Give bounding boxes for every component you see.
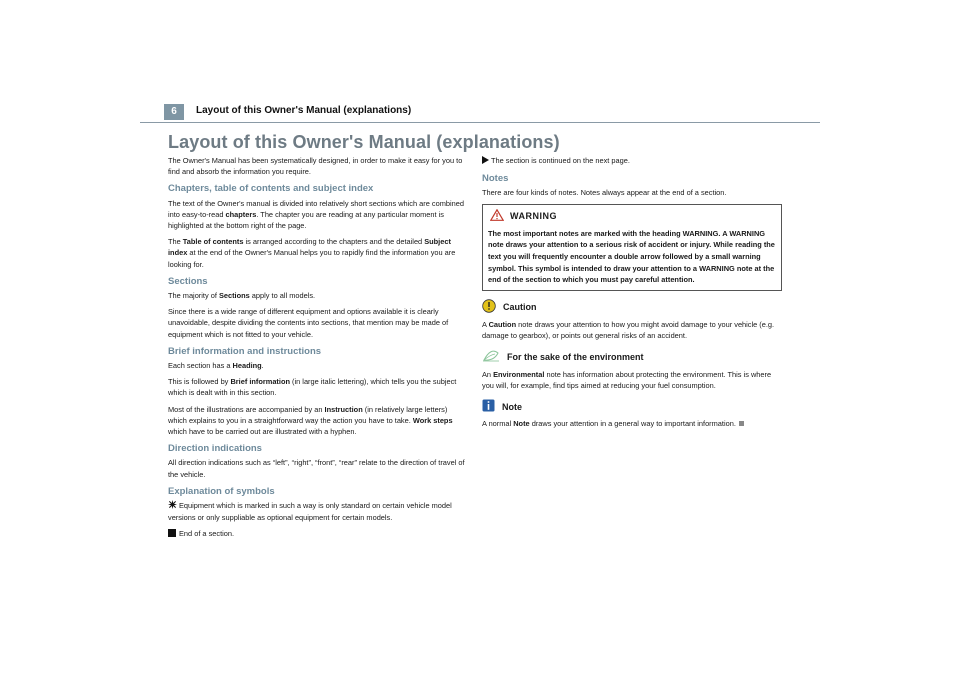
text-run: (in relatively large letters) which explains to you in a straightforward way the action you have to take. xyxy=(168,404,448,425)
text-run: The xyxy=(168,237,183,247)
text-run: The text of the Owner's manual is divided into relatively short sections which are combined into easy-to-read xyxy=(168,198,464,219)
note-paragraph xyxy=(482,418,782,429)
sections-heading: Sections xyxy=(168,275,208,287)
bold-term-heading: Heading xyxy=(232,361,262,371)
caution-title: Caution xyxy=(503,301,537,312)
page-title: Layout of this Owner's Manual (explanations) xyxy=(168,132,560,152)
continued-line xyxy=(482,155,782,167)
bold-term-instruction: Instruction xyxy=(324,404,363,414)
environment-title: For the sake of the environment xyxy=(507,351,644,362)
text-run: The majority of xyxy=(168,291,219,301)
notes-paragraph: There are four kinds of notes. Notes always appear at the end of a section. xyxy=(482,188,727,198)
text-run: at the end of the Owner's Manual helps you to rapidly find the information you are looking for. xyxy=(168,248,456,269)
warning-text: The most important notes are marked with the heading WARNING. A WARNING note draws your attention to a serious risk of accident or injury. While reading the text you will frequently encounter a double arrow followed by a small warning symbol. This symbol is intended to draw your attention to a WARNING note at the end of the section to which you must pay careful attention. xyxy=(488,228,775,285)
symbols-paragraph-1 xyxy=(168,500,465,523)
end-of-section-square-icon xyxy=(168,529,176,537)
equipment-star-icon xyxy=(168,500,177,512)
text-run: Equipment which is marked in such a way is only standard on certain vehicle model versions or only suppliable as optional equipment for certain models. xyxy=(168,501,452,523)
brief-heading: Brief information and instructions xyxy=(168,345,322,357)
bold-term-chapters: chapters xyxy=(225,209,257,219)
text-run: A normal xyxy=(482,419,514,429)
intro-paragraph: The Owner's Manual has been systematically designed, in order to make it easy for you to find and absorb the information you require. xyxy=(168,156,463,177)
warning-title: WARNING xyxy=(510,210,557,221)
text-run: note has information about protecting the environment. This is where you will, for example, find tips aimed at reducing your fuel consumption. xyxy=(482,369,772,390)
environment-header xyxy=(482,349,782,365)
directions-paragraph: All direction indications such as “left”, “right”, “front”, “rear” relate to the direction of travel of the vehicle. xyxy=(168,458,465,479)
warning-box xyxy=(482,204,782,291)
note-title: Note xyxy=(502,401,522,412)
symbols-heading: Explanation of symbols xyxy=(168,485,275,497)
bold-term-sections: Sections xyxy=(218,291,250,301)
bold-term-environmental: Environmental xyxy=(493,369,545,379)
caution-header xyxy=(482,299,782,316)
bold-term-note: Note xyxy=(513,419,530,429)
caution-paragraph xyxy=(482,319,782,341)
chapters-paragraph-2 xyxy=(168,236,465,270)
text-run: The section is continued on the next page. xyxy=(491,156,630,165)
brief-paragraph-1 xyxy=(168,360,465,371)
bold-term-table-of-contents: Table of contents xyxy=(182,237,244,247)
text-run: An xyxy=(482,369,494,379)
bold-term-caution: Caution xyxy=(488,319,517,329)
text-run: which have to be carried out are illustrated with a hyphen. xyxy=(168,427,357,437)
symbols-paragraph-2 xyxy=(168,528,465,539)
text-run: Most of the illustrations are accompanied by an xyxy=(168,404,325,414)
page-number: 6 xyxy=(164,104,184,120)
bold-term-subject-index: Subject index xyxy=(168,237,451,258)
environment-leaf-icon xyxy=(482,349,500,365)
text-run: Each section has a xyxy=(168,361,233,371)
note-header xyxy=(482,399,782,415)
text-run: (in large italic lettering), which tells you the subject which is dealt with in this section. xyxy=(168,377,457,398)
left-column xyxy=(168,155,465,545)
text-run: is arranged according to the chapters and the detailed xyxy=(243,237,425,247)
bold-term-work-steps: Work steps xyxy=(412,415,453,425)
text-run: . xyxy=(261,361,264,371)
brief-paragraph-2 xyxy=(168,376,465,398)
environment-paragraph xyxy=(482,369,782,391)
warning-triangle-icon xyxy=(490,209,504,224)
running-title: Layout of this Owner's Manual (explanations) xyxy=(196,105,412,116)
chapters-paragraph-1 xyxy=(168,198,465,232)
note-info-icon xyxy=(482,399,495,415)
text-run: A xyxy=(482,319,489,329)
chapters-heading: Chapters, table of contents and subject index xyxy=(168,183,374,195)
brief-paragraph-3 xyxy=(168,404,465,438)
text-run: apply to all models. xyxy=(249,291,316,301)
caution-circle-icon xyxy=(482,299,496,316)
notes-heading: Notes xyxy=(482,173,509,185)
text-run: draws your attention in a general way to important information. xyxy=(529,419,736,429)
text-run: note draws your attention to how you might avoid damage to your vehicle (e.g. damage to gearbox), or points out general risks of an accident. xyxy=(482,319,775,341)
bold-term-brief-information: Brief information xyxy=(230,377,290,387)
text-run: End of a section. xyxy=(179,529,235,539)
text-run: This is followed by xyxy=(168,377,231,387)
sections-paragraph-1 xyxy=(168,290,465,301)
sections-paragraph-2: Since there is a wide range of different equipment and options available it is clearly unavoidable, despite dividing the contents into sections, that mention may be made of equipment which is not fitted to your vehicle. xyxy=(168,307,449,339)
directions-heading: Direction indications xyxy=(168,443,262,455)
end-of-section-square-icon xyxy=(739,421,744,426)
warning-header xyxy=(488,209,776,224)
continue-arrow-icon xyxy=(482,156,489,167)
text-run: . The chapter you are reading at any particular moment is highlighted at the bottom right of the page. xyxy=(168,209,444,231)
right-column xyxy=(482,155,782,434)
